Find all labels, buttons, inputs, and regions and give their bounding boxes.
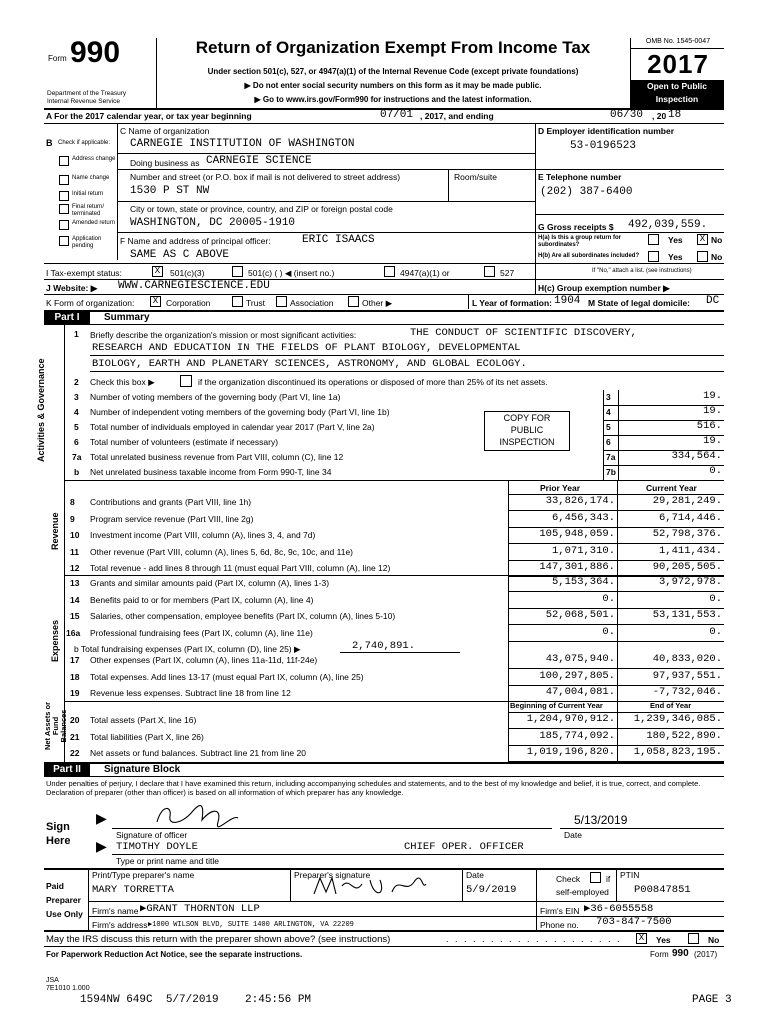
hb-no: No [711,252,723,262]
part1-title: Summary [104,312,150,323]
line-label: Professional fundraising fees (Part IX, column (A), line 11e) [90,627,313,638]
firm-ein-label: Firm's EIN [540,906,580,916]
dba-label: Doing business as [130,158,200,168]
line-label: Total expenses. Add lines 13-17 (must equal Part IX, column (A), line 25) [90,671,364,682]
line-label: Salaries, other compensation, employee benefits (Part IX, column (A), lines 5-10) [90,611,396,622]
irs-instructions: ▶ Go to www.irs.gov/Form990 for instructions and the latest information. [254,95,532,104]
self-employed-label: self-employed [556,887,609,897]
line-label: Other expenses (Part IX, column (A), lines 11a-11d, 11f-24e) [90,655,318,665]
current-year-value: 97,937,551. [652,669,722,682]
line-num: 12 [70,563,80,574]
state-domicile-label: M State of legal domicile: [588,298,691,308]
line-label: Total liabilities (Part X, line 26) [90,731,204,742]
hb-yes: Yes [668,252,683,262]
tax-year: 2017 [647,49,709,79]
line2-num: 2 [74,377,79,387]
jsa-label: JSA [46,977,59,984]
section-b-checkbox[interactable] [59,175,69,185]
current-year-value: 0. [709,592,722,605]
current-year-value: 40,833,020. [652,653,722,665]
principal-officer-label: F Name and address of principal officer: [120,236,271,246]
prior-year-value: 0. [602,592,615,605]
prior-year-value: 47,004,081. [545,686,615,698]
check-if-applicable: Check if applicable: [58,140,111,146]
street-address: 1530 P ST NW [130,185,210,197]
prior-year-value: 52,068,501. [545,609,615,622]
officer-title: CHIEF OPER. OFFICER [404,841,524,853]
gov-line-box: 3 [606,392,611,402]
firm-name: ▶GRANT THORNTON LLP [140,903,260,915]
ha-no: No [711,235,723,245]
c-label: C Name of organization [120,126,210,136]
ptin-label: PTIN [620,870,640,880]
side-revenue: Revenue [50,512,60,550]
opt-4947: 4947(a)(1) or [400,268,450,278]
gov-line-label: Number of voting members of the governing body (Part VI, line 1a) [90,392,341,402]
discuss-dots: . . . . . . . . . . . . . . . . . . . . [446,934,622,944]
check-label: Check [556,874,581,884]
paid-3: Use Only [46,909,83,919]
opt-501c: 501(c) ( ) ◀ (insert no.) [248,268,335,278]
gov-line-value: 19. [703,435,722,447]
gov-line-box: 5 [606,422,611,432]
line16b-label: b Total fundraising expenses (Part IX, column (D), line 25) ▶ [74,644,301,654]
officer-name: TIMOTHY DOYLE [116,841,198,853]
prior-year-value: 33,826,174. [545,495,615,507]
footer-form-num: 990 [672,948,689,959]
end-year: 18 [668,109,682,121]
discuss-yes: Yes [656,935,671,945]
discuss-no: No [708,935,720,945]
gov-line-label: Total unrelated business revenue from Part VIII, column (C), line 12 [90,452,344,462]
discuss-label: May the IRS discuss this return with the preparer shown above? (see instructions) [46,934,391,945]
footer-form: Form [650,950,669,959]
firm-name-label: Firm's name [92,906,139,916]
prior-year-value: 6,456,343. [551,511,615,524]
current-year-value: 3,972,978. [658,576,722,588]
line-label: Net assets or fund balances. Subtract line 21 from line 20 [90,748,306,759]
opt-corporation: Corporation [166,298,211,308]
ha-no-box[interactable]: X [697,234,708,245]
gov-line-num: 7a [72,452,82,462]
dept-treasury: Department of the Treasury [47,90,127,97]
open-to-public-badge [630,80,724,108]
officer-signature [152,802,242,830]
4947-box[interactable] [384,266,395,277]
side-expenses: Expenses [50,619,60,662]
section-b-item: Amended return [72,220,116,226]
line-num: 21 [70,731,80,742]
opt-association: Association [290,298,334,308]
line-num: 22 [70,748,80,759]
if-label: if [606,874,611,884]
jsa-code: 7E1010 1.000 [46,985,90,992]
stamp-line3: INSPECTION [499,437,555,447]
line-num: 15 [70,611,80,622]
firm-phone-label: Phone no. [540,920,579,930]
side-net-assets: Net Assets or Fund Balances [43,701,68,751]
line2-checkbox[interactable] [180,375,192,387]
date-label: Date [564,830,582,840]
part2-tag: Part II [44,763,90,776]
opt-other: Other ▶ [362,298,393,308]
prior-year-value: 5,153,364. [551,576,615,588]
current-year-value: 29,281,249. [652,495,722,507]
current-year-value: 1,411,434. [658,544,722,557]
section-b-checkbox[interactable] [59,236,69,246]
current-year-value: -7,732,046. [652,686,722,698]
line1-num: 1 [74,329,79,339]
page-number: PAGE 3 [692,994,732,1006]
other-box[interactable] [348,296,359,307]
firm-ein: ▶36-6055558 [584,903,654,915]
opt-trust: Trust [246,298,266,308]
stamp-line1: COPY FOR [503,413,551,423]
line1-label: Briefly describe the organization's mission or most significant activities: [90,330,357,340]
type-print-label: Type or print name and title [116,856,220,866]
line16b-value: 2,740,891. [352,640,416,652]
line-num: 8 [70,497,75,507]
stamp-line2: PUBLIC [510,425,544,435]
part1-tag: Part I [44,311,90,324]
discuss-no-box[interactable] [688,933,699,944]
prior-year-value: 1,019,196,820. [526,746,615,759]
prior-year-value: 105,948,059. [539,528,615,541]
section-b-item: Name change [72,175,110,181]
line-num: 9 [70,513,75,524]
phone-value: (202) 387-6400 [540,186,633,198]
line2-label: Check this box ▶ [90,377,155,387]
line-num: 16a [66,627,81,638]
hb-no-box[interactable] [697,251,708,262]
tax-exempt-label: I Tax-exempt status: [46,268,122,278]
paperwork-notice: For Paperwork Reduction Act Notice, see the separate instructions. [46,950,303,959]
beg-year-header: Beginning of Current Year [510,701,603,710]
omb-number: OMB No. 1545-0047 [645,38,711,45]
gross-receipts-value: 492,039,559. [628,219,708,231]
open-public-line2: Inspection [655,94,699,104]
section-b-checkbox[interactable] [59,220,69,230]
paid-2: Preparer [46,895,81,905]
section-a-mid: , 2017, and ending [420,111,494,121]
part2-title: Signature Block [104,764,181,775]
sign-arrow-icon: ▶ [96,810,107,826]
prior-year-value: 1,204,970,912. [526,713,615,725]
section-b-checkbox[interactable] [59,156,69,166]
paid-1: Paid [46,881,64,891]
section-b-letter: B [46,138,53,148]
section-b-item: Application pending [72,236,102,249]
open-public-line1: Open to Public [647,81,707,91]
gov-line-num: 3 [74,392,79,402]
penalty-statement: Under penalties of perjury, I declare that I have examined this return, including accompanying schedules and statements, and to the best of my knowledge and belief, it is true, correct, and complete. Declaration of preparer (other than officer) is based on all information of which preparer has any knowledge. [46,779,701,797]
self-employed-box[interactable] [590,872,601,883]
line-label: Total revenue - add lines 8 through 11 (must equal Part VIII, column (A), line 12) [90,563,391,574]
gov-line-label: Net unrelated business taxable income from Form 990-T, line 34 [90,467,332,477]
prior-year-header: Prior Year [540,483,581,493]
ssn-warning: ▶ Do not enter social security numbers on this form as it may be made public. [244,81,542,90]
line-label: Grants and similar amounts paid (Part IX, column (A), lines 1-3) [90,578,330,588]
prep-name-label: Print/Type preparer's name [92,870,195,880]
footer-form-year: (2017) [694,950,718,959]
line-num: 18 [70,671,80,682]
ein-label: D Employer identification number [538,126,675,136]
section-a-label: A For the 2017 calendar year, or tax year beginning [46,111,252,121]
current-year-value: 180,522,890. [646,729,722,742]
ha-label: H(a) Is this a group return for subordinates? [538,235,622,248]
state-domicile: DC [706,295,720,307]
gov-line-num: 4 [74,407,79,417]
gross-receipts-label: G Gross receipts $ [538,222,614,232]
hb-yes-box[interactable] [648,251,659,262]
irs-label: Internal Revenue Service [47,98,120,105]
line-label: Other revenue (Part VIII, column (A), lines 5, 6d, 8c, 9c, 10c, and 11e) [90,546,353,557]
org-name: CARNEGIE INSTITUTION OF WASHINGTON [130,138,355,150]
prior-year-value: 185,774,092. [539,729,615,742]
year-formation-label: L Year of formation: [472,298,552,308]
gov-line-label: Total number of individuals employed in calendar year 2017 (Part V, line 2a) [90,422,375,432]
current-year-value: 0. [709,625,722,638]
gov-line-num: b [74,467,80,477]
sign-here-2: Here [46,835,71,847]
form-subtitle: Under section 501(c), 527, or 4947(a)(1) of the Internal Revenue Code (except private foundations) [207,67,579,76]
gov-line-value: 19. [703,405,722,417]
tax-year-end: 06/30 [610,109,644,121]
sign-here-1: Sign [46,821,70,833]
line-num: 20 [70,715,80,725]
ein-value: 53-0196523 [570,140,637,152]
discuss-yes-box[interactable]: X [636,933,647,944]
line-label: Investment income (Part VIII, column (A), lines 3, 4, and 7d) [90,530,316,541]
gov-line-box: 4 [606,407,611,417]
mission-line1: THE CONDUCT OF SCIENTIFIC DISCOVERY, [410,327,637,339]
ha-yes-box[interactable] [648,234,659,245]
prior-year-value: 100,297,805. [539,669,615,682]
gov-line-value: 516. [696,420,722,432]
sign-date: 5/13/2019 [574,813,628,827]
hb-note: If "No," attach a list. (see instructions) [592,268,692,274]
527-box[interactable] [484,266,495,277]
end-year-prefix: , 20 [652,111,667,121]
line-num: 13 [70,578,80,588]
current-year-value: 6,714,446. [658,511,722,524]
line2-rest: if the organization discontinued its operations or disposed of more than 25% of its net assets. [198,377,548,387]
form-number: 990 [70,36,121,69]
gov-line-value: 0. [709,465,722,477]
form-title: Return of Organization Exempt From Income Tax [195,38,591,57]
section-b-item: Address change [72,156,116,162]
tax-year-begin: 07/01 [380,109,414,121]
principal-officer: ERIC ISAACS [302,234,375,246]
mission-line3: BIOLOGY, EARTH AND PLANETARY SCIENCES, ASTRONOMY, AND GLOBAL ECOLOGY. [92,358,527,370]
current-year-header: Current Year [646,483,697,493]
association-box[interactable] [276,296,287,307]
preparer-date: 5/9/2019 [466,884,517,896]
preparer-name: MARY TORRETTA [92,884,174,896]
side-activities: Activities & Governance [36,358,46,462]
ptin-value: P00847851 [634,884,691,896]
preparer-signature [310,872,430,900]
gov-line-num: 5 [74,422,79,432]
sign-arrow-icon-2: ▶ [96,838,107,854]
firm-address: ▶1000 WILSON BLVD, SUITE 1400 ARLINGTON, VA 22209 [148,921,354,929]
line-num: 17 [70,655,80,665]
501c-box[interactable] [232,266,243,277]
sig-officer-label: Signature of officer [116,830,188,840]
copy-public-stamp [484,411,570,451]
opt-527: 527 [500,268,515,278]
group-exemption-label: H(c) Group exemption number ▶ [538,283,670,293]
current-year-value: 52,798,376. [652,528,722,541]
gov-line-value: 19. [703,390,722,402]
mission-line2: RESEARCH AND EDUCATION IN THE FIELDS OF PLANT BIOLOGY, DEVELOPMENTAL [92,342,521,354]
line-label: Benefits paid to or for members (Part IX, column (A), line 4) [90,594,314,605]
prior-year-value: 147,301,886. [539,561,615,574]
form-org-label: K Form of organization: [46,298,135,308]
street-label: Number and street (or P.O. box if mail is not delivered to street address) [130,172,401,182]
end-year-header: End of Year [650,701,692,710]
line-label: Revenue less expenses. Subtract line 18 from line 12 [90,688,291,698]
501c3-box[interactable]: X [152,266,163,277]
current-year-value: 53,131,553. [652,609,722,622]
prep-sig-label: Preparer's signature [294,870,371,880]
gov-line-value: 334,564. [671,450,722,462]
line-num: 10 [70,530,80,541]
gov-line-box: 6 [606,437,611,447]
gov-line-label: Total number of volunteers (estimate if necessary) [90,437,279,447]
gov-line-num: 6 [74,437,79,447]
city-state-zip: WASHINGTON, DC 20005-1910 [130,217,296,229]
section-b-checkbox[interactable] [59,191,69,201]
prior-year-value: 43,075,940. [545,653,615,665]
form-label: Form [48,54,67,63]
year-formation: 1904 [554,295,581,307]
gov-line-box: 7a [606,452,616,462]
gov-line-box: 7b [606,467,616,477]
ha-yes: Yes [668,235,683,245]
print-stamp: 1594NW 649C 5/7/2019 2:45:56 PM [80,994,312,1006]
phone-label: E Telephone number [538,172,622,182]
officer-address: SAME AS C ABOVE [130,249,230,261]
section-b-checkbox[interactable] [59,204,69,214]
corporation-box[interactable]: X [150,296,161,307]
firm-address-label: Firm's address [92,920,148,930]
current-year-value: 1,239,346,085. [633,713,722,725]
opt-501c3: 501(c)(3) [170,268,205,278]
website-value[interactable]: WWW.CARNEGIESCIENCE.EDU [118,280,270,292]
section-b-item: Final return/ terminated [72,204,105,217]
city-label: City or town, state or province, country, and ZIP or foreign postal code [130,204,393,214]
current-year-value: 90,205,505. [652,561,722,574]
line-num: 19 [70,688,80,698]
room-label: Room/suite [454,172,497,182]
trust-box[interactable] [232,296,243,307]
line-label: Total assets (Part X, line 16) [90,715,197,725]
website-label: J Website: ▶ [46,283,98,293]
gov-line-label: Number of independent voting members of the governing body (Part VI, line 1b) [90,407,390,417]
dba-name: CARNEGIE SCIENCE [206,155,312,167]
line-label: Contributions and grants (Part VIII, line 1h) [90,497,252,507]
prep-date-label: Date [466,870,484,880]
line-num: 11 [70,546,79,557]
line-label: Program service revenue (Part VIII, line 2g) [90,513,254,524]
prior-year-value: 0. [602,625,615,638]
prior-year-value: 1,071,310. [551,544,615,557]
section-b-item: Initial return [72,191,104,197]
line-num: 14 [70,594,80,605]
current-year-value: 1,058,823,195. [633,746,722,759]
firm-phone: 703-847-7500 [596,916,672,928]
hb-label: H(b) Are all subordinates included? [538,253,640,259]
